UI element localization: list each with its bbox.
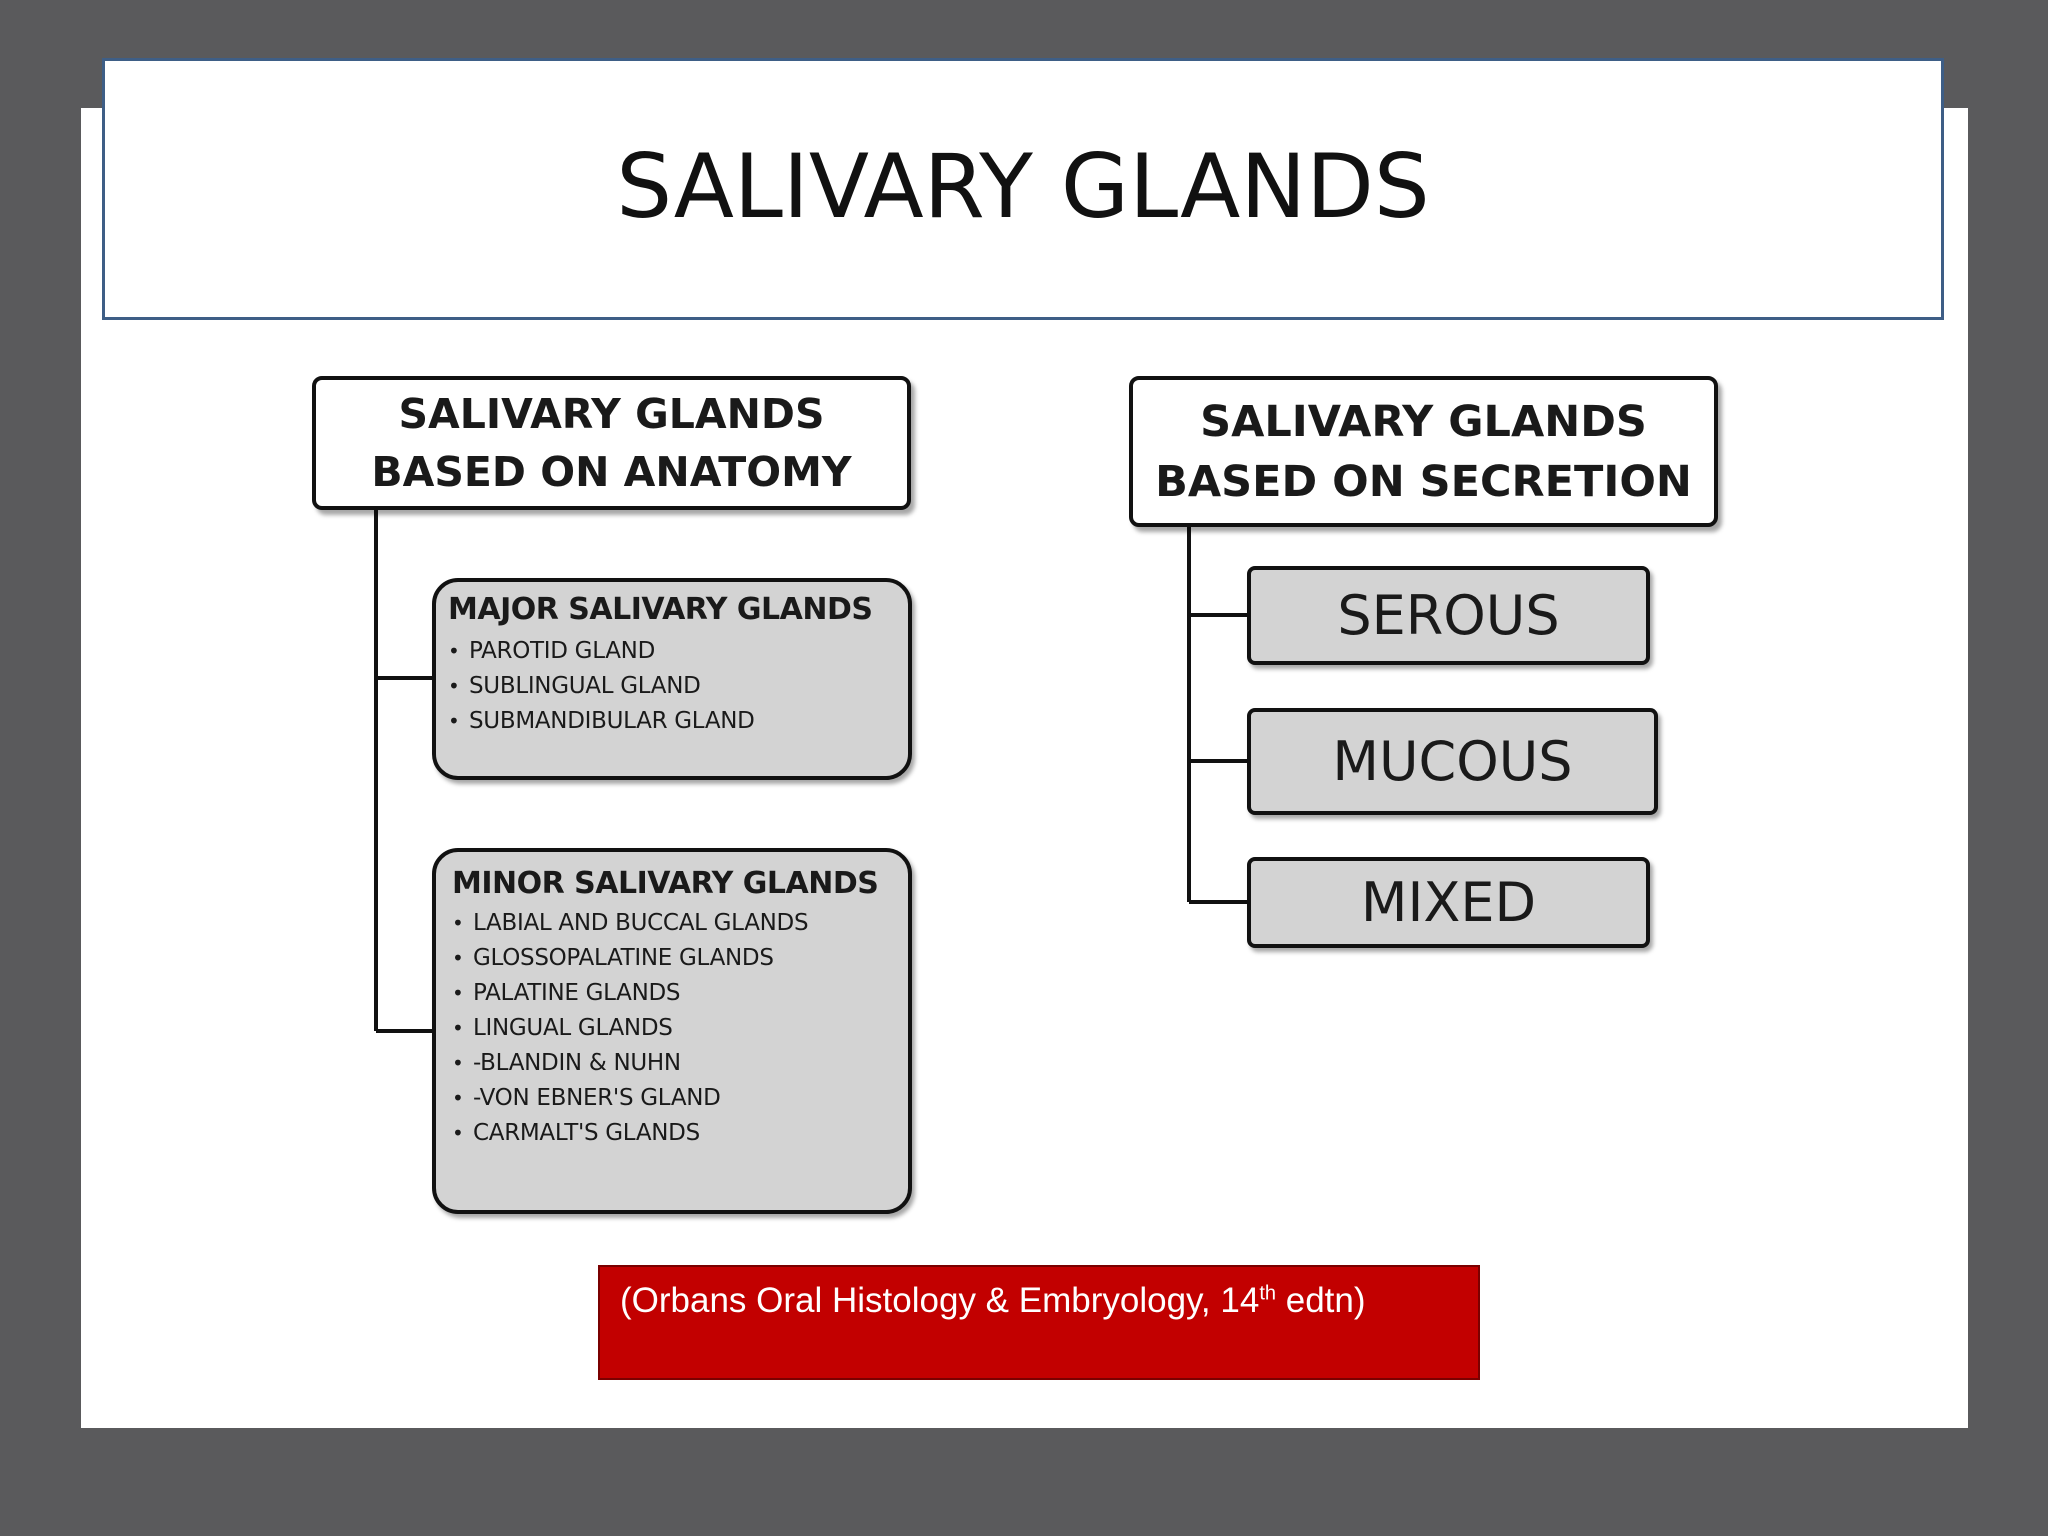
list-item xyxy=(448,669,908,704)
secretion-header-text: SALIVARY GLANDS BASED ON SECRETION xyxy=(1155,396,1692,507)
list-item-text: LABIAL AND BUCCAL GLANDS xyxy=(473,910,809,936)
mixed-label: MIXED xyxy=(1360,871,1537,934)
major-glands-list xyxy=(448,634,908,739)
serous-box xyxy=(1247,566,1650,665)
list-item xyxy=(452,906,908,941)
list-item xyxy=(448,634,908,669)
bullet-icon: • xyxy=(452,1121,464,1145)
citation-text-end: edtn) xyxy=(1276,1281,1366,1320)
bullet-icon: • xyxy=(452,1016,464,1040)
minor-glands-title: MINOR SALIVARY GLANDS xyxy=(452,866,879,901)
list-item-text: CARMALT'S GLANDS xyxy=(473,1120,700,1146)
list-item-text: PALATINE GLANDS xyxy=(473,980,681,1006)
list-item-text: SUBMANDIBULAR GLAND xyxy=(469,708,755,734)
slide-title: SALIVARY GLANDS xyxy=(616,134,1430,238)
citation-banner xyxy=(598,1265,1480,1380)
list-item-text: -VON EBNER'S GLAND xyxy=(473,1085,721,1111)
bullet-icon: • xyxy=(448,639,460,663)
citation-text: (Orbans Oral Histology & Embryology, 14 xyxy=(620,1281,1260,1320)
list-item xyxy=(452,1081,908,1116)
list-item-text: GLOSSOPALATINE GLANDS xyxy=(473,945,774,971)
secretion-header-box xyxy=(1129,376,1718,527)
list-item-text: SUBLINGUAL GLAND xyxy=(469,673,701,699)
mucous-label: MUCOUS xyxy=(1332,730,1573,793)
bullet-icon: • xyxy=(452,1051,464,1075)
minor-glands-list xyxy=(452,906,908,1151)
list-item xyxy=(452,941,908,976)
major-glands-box xyxy=(432,578,912,780)
bullet-icon: • xyxy=(448,709,460,733)
list-item-text: LINGUAL GLANDS xyxy=(473,1015,673,1041)
anatomy-header-box xyxy=(312,376,911,510)
anatomy-header-text: SALIVARY GLANDS BASED ON ANATOMY xyxy=(371,390,852,496)
list-item xyxy=(452,1011,908,1046)
serous-label: SEROUS xyxy=(1337,584,1560,647)
mucous-box xyxy=(1247,708,1658,815)
major-glands-title: MAJOR SALIVARY GLANDS xyxy=(448,592,873,627)
mixed-box xyxy=(1247,857,1650,948)
list-item xyxy=(448,704,908,739)
list-item xyxy=(452,976,908,1011)
list-item xyxy=(452,1046,908,1081)
bullet-icon: • xyxy=(452,911,464,935)
bullet-icon: • xyxy=(452,1086,464,1110)
bullet-icon: • xyxy=(448,674,460,698)
bullet-icon: • xyxy=(452,946,464,970)
bullet-icon: • xyxy=(452,981,464,1005)
list-item xyxy=(452,1116,908,1151)
list-item-text: -BLANDIN & NUHN xyxy=(473,1050,681,1076)
minor-glands-box xyxy=(432,848,912,1214)
citation-superscript: th xyxy=(1259,1282,1277,1305)
list-item-text: PAROTID GLAND xyxy=(469,638,655,664)
